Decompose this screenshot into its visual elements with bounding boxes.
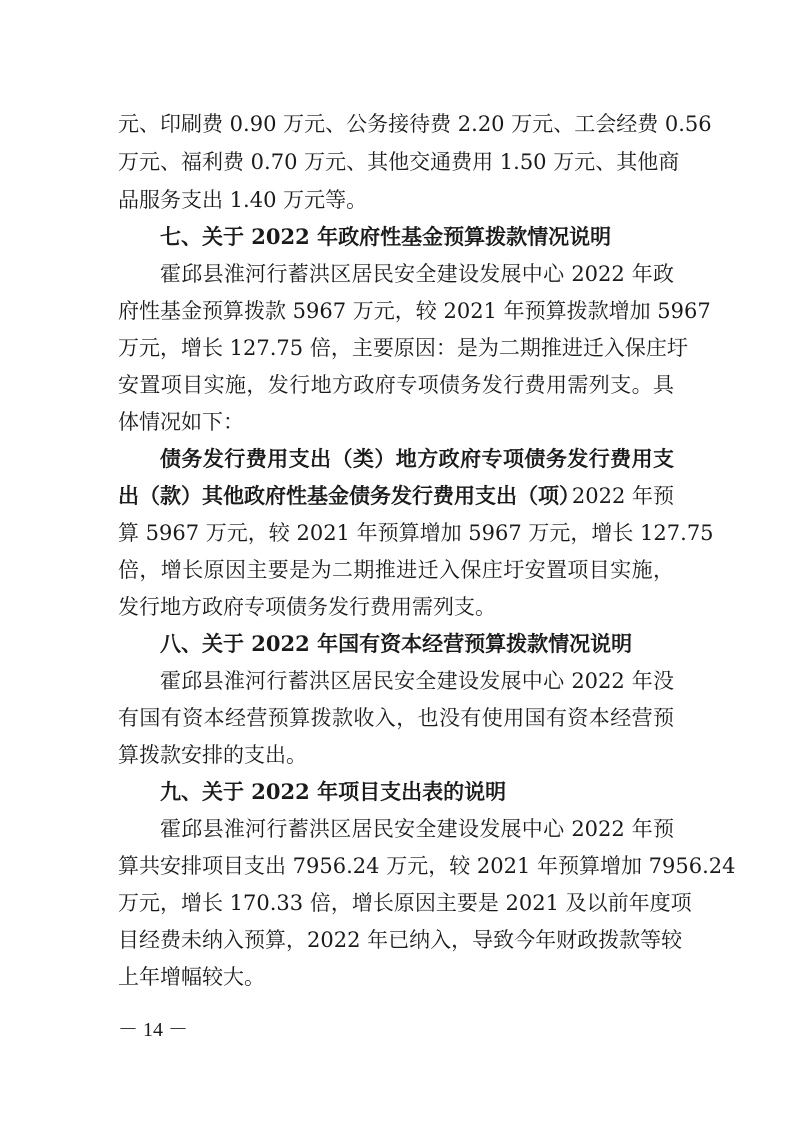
section-heading-9: 九、关于 2022 年项目支出表的说明 [160, 779, 507, 804]
body-text-line: 算拨款安排的支出。 [118, 743, 307, 767]
body-text-line: 目经费未纳入预算，2022 年已纳入，导致今年财政拨款等较 [118, 928, 683, 952]
section-heading-7: 七、关于 2022 年政府性基金预算拨款情况说明 [160, 224, 612, 249]
body-text-line: 万元、福利费 0.70 万元、其他交通费用 1.50 万元、其他商 [118, 150, 680, 174]
body-text-line: 品服务支出 1.40 万元等。 [118, 188, 368, 212]
body-text-line: 霍邱县淮河行蓄洪区居民安全建设发展中心 2022 年没 [160, 669, 674, 693]
body-text-line: 万元，增长 170.33 倍，增长原因主要是 2021 及以前年度项 [118, 891, 692, 915]
budget-item-value: 2022 年预 [571, 484, 674, 508]
page-number: － 14 － [118, 1019, 188, 1041]
budget-item-title: 出（款）其他政府性基金债务发行费用支出（项） [118, 483, 580, 508]
budget-category-line: 债务发行费用支出（类）地方政府专项债务发行费用支 [160, 446, 674, 471]
body-text-line: 安置项目实施，发行地方政府专项债务发行费用需列支。具 [118, 373, 674, 397]
body-text-line: 万元，增长 127.75 倍，主要原因：是为二期推进迁入保庄圩 [118, 336, 688, 360]
body-text-line: 体情况如下： [118, 410, 244, 434]
budget-item-line [118, 478, 674, 514]
section-heading-8: 八、关于 2022 年国有资本经营预算拨款情况说明 [160, 631, 633, 656]
body-text-line: 元、印刷费 0.90 万元、公务接待费 2.20 万元、工会经费 0.56 [118, 112, 712, 136]
body-text-line: 算共安排项目支出 7956.24 万元，较 2021 年预算增加 7956.24 [118, 854, 736, 878]
body-text-line: 有国有资本经营预算拨款收入，也没有使用国有资本经营预 [118, 706, 674, 730]
body-text-line: 上年增幅较大。 [118, 965, 265, 989]
body-text-line: 发行地方政府专项债务发行费用需列支。 [118, 595, 496, 619]
body-text-line: 霍邱县淮河行蓄洪区居民安全建设发展中心 2022 年政 [160, 262, 674, 286]
body-text-line: 霍邱县淮河行蓄洪区居民安全建设发展中心 2022 年预 [160, 817, 674, 841]
body-text-line: 府性基金预算拨款 5967 万元，较 2021 年预算拨款增加 5967 [118, 299, 711, 323]
body-text-line: 倍，增长原因主要是为二期推进迁入保庄圩安置项目实施， [118, 558, 674, 582]
body-text-line: 算 5967 万元，较 2021 年预算增加 5967 万元，增长 127.75 [118, 521, 714, 545]
